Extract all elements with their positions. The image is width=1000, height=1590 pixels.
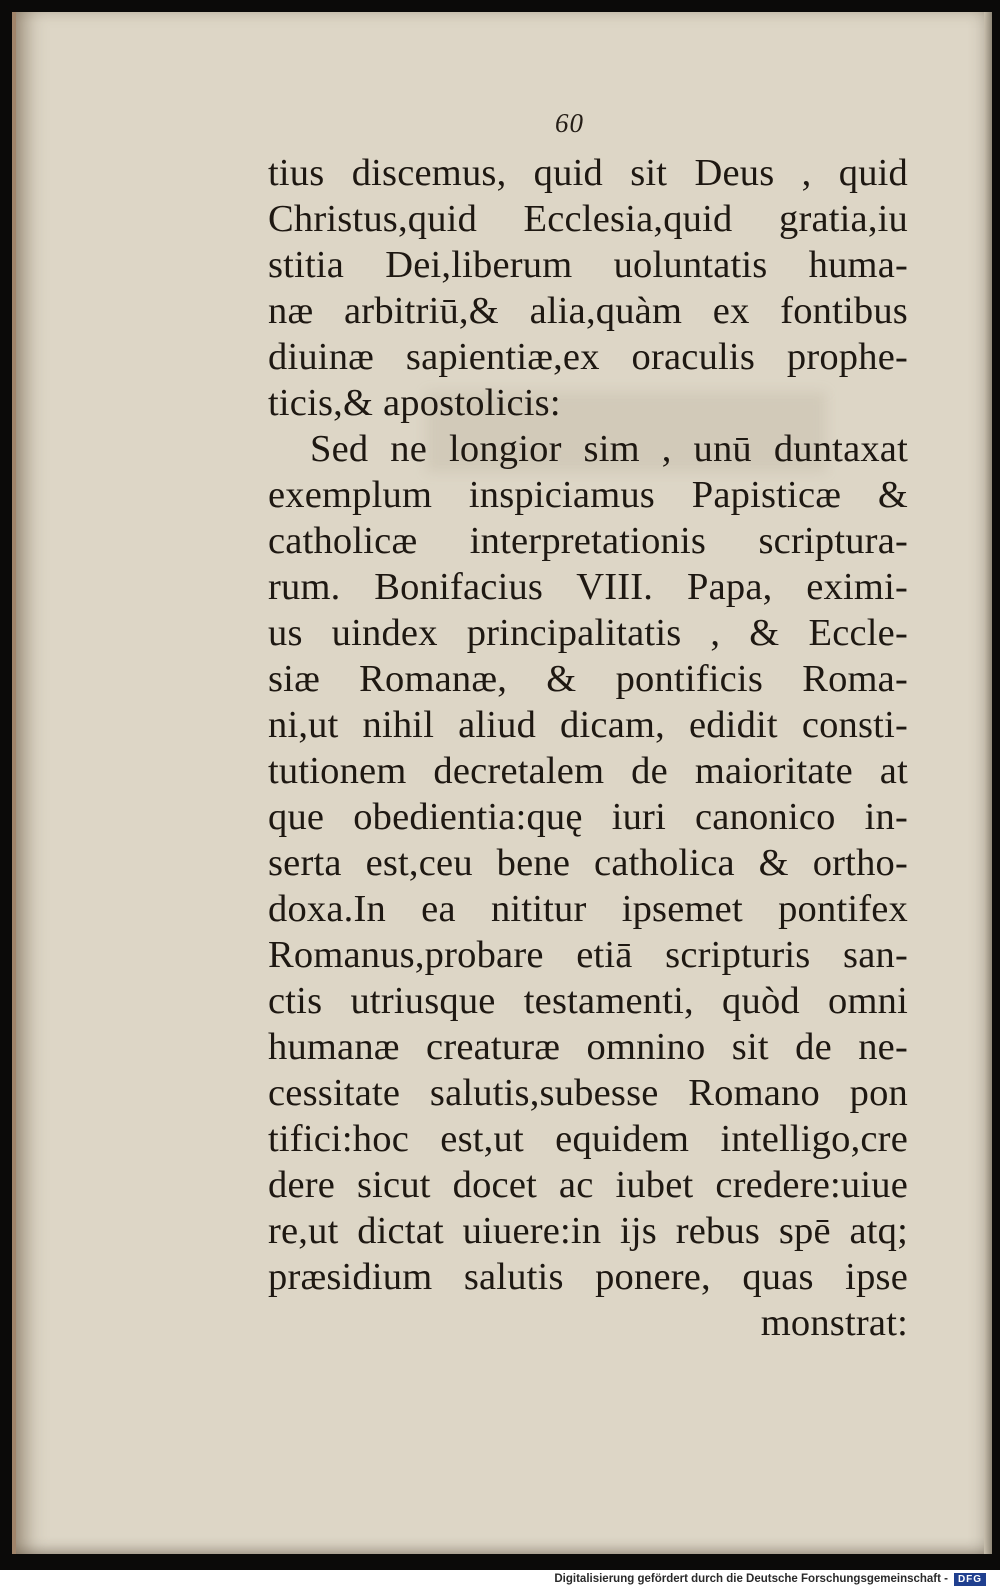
text-line-5: diuinæ sapientiæ,ex oraculis prophe-	[268, 336, 908, 378]
catchword: monstrat:	[760, 1302, 908, 1344]
page-number: 60	[555, 108, 584, 138]
text-line-9: catholicæ interpretationis scriptura-	[268, 520, 908, 562]
text-line-24: re,ut dictat uiuere:in ijs rebus spē atq;	[268, 1210, 908, 1252]
text-line-8: exemplum inspiciamus Papisticæ &	[268, 474, 908, 516]
text-line-15: que obedientia:quę iuri canonico in-	[268, 796, 908, 838]
footer-bar	[0, 1570, 1000, 1590]
text-line-23: dere sicut docet ac iubet credere:uiue	[268, 1164, 908, 1206]
page-edge	[984, 12, 992, 1554]
text-line-2: Christus,quid Ecclesia,quid gratia,iu	[268, 198, 908, 240]
text-line-14: tutionem decretalem de maioritate at	[268, 750, 908, 792]
text-line-11: us uindex principalitatis , & Eccle-	[268, 612, 908, 654]
text-line-20: humanæ creaturæ omnino sit de ne-	[268, 1026, 908, 1068]
text-line-19: ctis utriusque testamenti, quòd omni	[268, 980, 908, 1022]
text-line-21: cessitate salutis,subesse Romano pon	[268, 1072, 908, 1114]
text-line-10: rum. Bonifacius VIII. Papa, eximi-	[268, 566, 908, 608]
text-block	[268, 150, 908, 1346]
text-line-12: siæ Romanæ, & pontificis Roma-	[268, 658, 908, 700]
text-line-25: præsidium salutis ponere, quas ipse	[268, 1256, 908, 1298]
text-line-1: tius discemus, quid sit Deus , quid	[268, 152, 908, 194]
text-line-16: serta est,ceu bene catholica & ortho-	[268, 842, 908, 884]
dfg-logo: DFG	[954, 1573, 986, 1586]
text-line-6: ticis,& apostolicis:	[268, 382, 561, 424]
text-line-18: Romanus,probare etiā scripturis san-	[268, 934, 908, 976]
text-line-13: ni,ut nihil aliud dicam, edidit consti-	[268, 704, 908, 746]
text-line-7: Sed ne longior sim , unū duntaxat	[310, 428, 908, 470]
text-line-3: stitia Dei,liberum uoluntatis huma-	[268, 244, 908, 286]
text-line-17: doxa.In ea nititur ipsemet pontifex	[268, 888, 908, 930]
text-line-22: tifici:hoc est,ut equidem intelligo,cre	[268, 1118, 908, 1160]
text-line-4: næ arbitriū,& alia,quàm ex fontibus	[268, 290, 908, 332]
funding-credit: Digitalisierung gefördert durch die Deutsche Forschungsgemeinschaft -	[554, 1573, 948, 1585]
